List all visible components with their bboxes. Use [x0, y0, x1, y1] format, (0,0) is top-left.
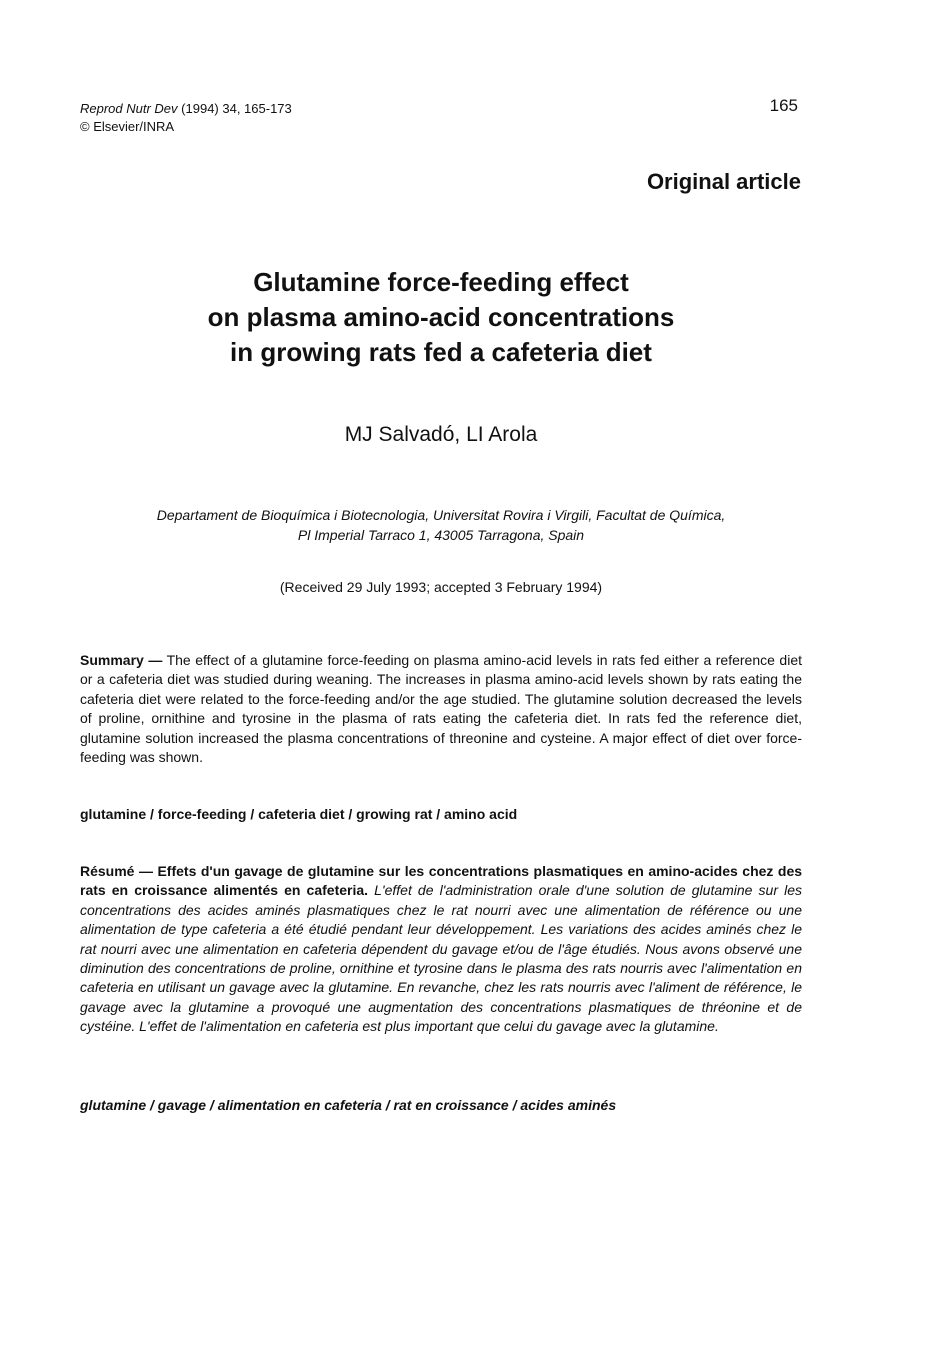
summary-label: Summary —	[80, 652, 163, 668]
article-type: Original article	[646, 169, 801, 194]
resume-label: Résumé —	[80, 863, 153, 879]
resume-text: L'effet de l'administration orale d'une solution de glutamine sur les concentrations des acides aminés plasmatiques chez le rat nourri avec une alimentation de référence ou une alimentation de type cafeteria a été étudié pendant leur développement. Les variations des acides aminés chez le rat nourri avec une alimentation en cafeteria dépendent du gavage et/ou de l'âge étudiés. Nous avons observé une diminution des concentrations de proline, ornithine et tyrosine dans le plasma des rats nourris avec l'alimentation en cafeteria en utilisant un gavage avec la glutamine. En revanche, chez les rats nourris avec l'aliment de référence, le gavage avec la glutamine a provoqué une augmentation des concentrations plasmatiques de thréonine et de cystéine. L'effet de l'alimentation en cafeteria est plus important que celui du gavage avec la glutamine.	[80, 882, 802, 1035]
authors: MJ Salvadó, LI Arola	[344, 423, 538, 446]
page-number: 165	[769, 96, 798, 115]
journal-citation-line	[80, 100, 292, 118]
received-dates: (Received 29 July 1993; accepted 3 February 1994)	[279, 579, 603, 595]
title-line: Glutamine force-feeding effect	[253, 267, 629, 297]
journal-reference	[80, 100, 292, 136]
keywords-english: glutamine / force-feeding / cafeteria diet / growing rat / amino acid	[80, 806, 518, 822]
journal-name: Reprod Nutr Dev	[80, 101, 178, 116]
affiliation	[80, 505, 802, 545]
title-line: in growing rats fed a cafeteria diet	[230, 337, 652, 367]
article-title	[100, 265, 782, 370]
copyright-line: © Elsevier/INRA	[80, 119, 175, 134]
summary-abstract	[80, 651, 802, 767]
affiliation-line: Pl Imperial Tarraco 1, 43005 Tarragona, Spain	[297, 527, 585, 543]
title-line: on plasma amino-acid concentrations	[207, 302, 675, 332]
affiliation-line: Departament de Bioquímica i Biotecnologia, Universitat Rovira i Virgili, Facultat de Química,	[156, 507, 726, 523]
resume-title: Effets d'un gavage de glutamine sur les concentrations plasmatiques en amino-acides chez des rats en croissance alimentés en cafeteria.	[80, 863, 803, 899]
journal-citation: (1994) 34, 165-173	[181, 101, 292, 116]
summary-text: The effect of a glutamine force-feeding on plasma amino-acid levels in rats fed either a reference diet or a cafeteria diet was studied during weaning. The increases in plasma amino-acid levels shown by rats eating the cafeteria diet were related to the force-feeding and/or the age studied. The glutamine solution decreased the levels of proline, ornithine and tyrosine in the plasma of rats eating the cafeteria diet. In rats fed the reference diet, glutamine solution increased the plasma concentrations of threonine and cysteine. A major effect of diet over force-feeding was shown.	[80, 652, 802, 766]
keywords-french: glutamine / gavage / alimentation en cafeteria / rat en croissance / acides aminés	[80, 1097, 617, 1113]
resume-abstract	[80, 862, 802, 1037]
